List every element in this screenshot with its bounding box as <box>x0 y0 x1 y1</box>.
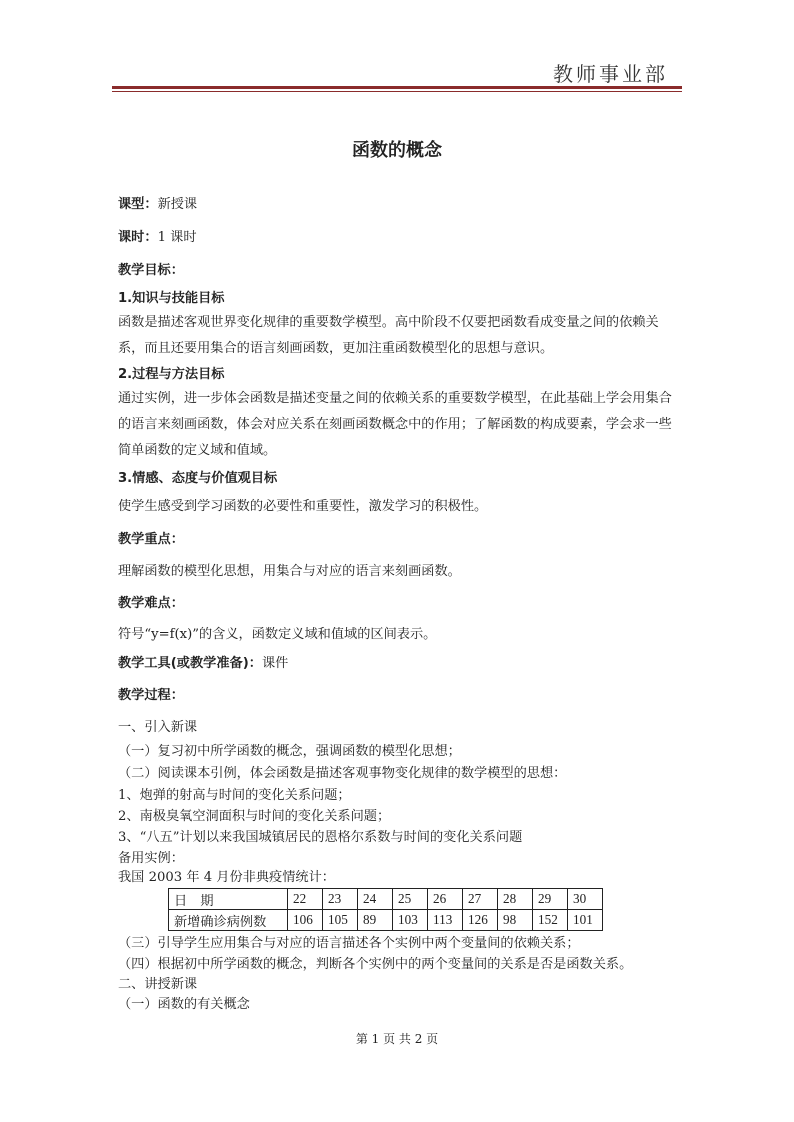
objective-2-heading: 2.过程与方法目标 <box>118 367 225 382</box>
class-hours <box>118 229 197 247</box>
difficulties-heading: 教学难点： <box>118 596 184 611</box>
table-cell: 103 <box>393 910 428 931</box>
table-cell: 152 <box>533 910 568 931</box>
header-dept: 教师事业部 <box>553 62 668 86</box>
table-row-label: 日 期 <box>169 889 288 910</box>
process-line: 3、“八五”计划以来我国城镇居民的恩格尔系数与时间的变化关系问题 <box>118 830 523 845</box>
process-line: （四）根据初中所学函数的概念，判断各个实例中的两个变量间的关系是否是函数关系。 <box>118 957 633 972</box>
table-row <box>169 889 603 910</box>
process-line: 2、南极臭氧空洞面积与时间的变化关系问题； <box>118 809 391 824</box>
table-row-label: 新增确诊病例数 <box>169 910 288 931</box>
table-cell: 22 <box>288 889 323 910</box>
table-cell: 29 <box>533 889 568 910</box>
objective-3-heading: 3.情感、态度与价值观目标 <box>118 471 278 486</box>
table-cell: 105 <box>323 910 358 931</box>
table-cell: 113 <box>428 910 463 931</box>
process-line: 我国 2003 年 4 月份非典疫情统计： <box>118 870 335 885</box>
process-line: 一、引入新课 <box>118 720 198 735</box>
class-hours-label: 课时： <box>118 230 158 245</box>
course-type-value: 新授课 <box>157 197 198 212</box>
document-title: 函数的概念 <box>352 140 442 161</box>
objective-2-text: 通过实例，进一步体会函数是描述变量之间的依赖关系的重要数学模型，在此基础上学会用集合的语言来刻画函数，体会对应关系在刻画函数概念中的作用；了解函数的构成要素，学会求一些简单函数的定义域和值域。 <box>118 391 672 458</box>
table-cell: 24 <box>358 889 393 910</box>
objective-1-text: 函数是描述客观世界变化规律的重要数学模型。高中阶段不仅要把函数看成变量之间的依赖关系，而且还要用集合的语言刻画函数，更加注重函数模型化的思想与意识。 <box>118 315 659 356</box>
process-line: （一）复习初中所学函数的概念，强调函数的模型化思想； <box>118 744 461 759</box>
process-line: 二、讲授新课 <box>118 977 198 992</box>
process-line: 备用实例： <box>118 851 184 866</box>
sars-stats-table <box>168 888 603 931</box>
table-cell: 98 <box>498 910 533 931</box>
table-cell: 126 <box>463 910 498 931</box>
page-number: 第 1 页 共 2 页 <box>355 1032 439 1046</box>
process-line: （二）阅读课本引例，体会函数是描述客观事物变化规律的数学模型的思想： <box>118 766 567 781</box>
difficulties-text: 符号“y=f(x)”的含义，函数定义域和值域的区间表示。 <box>118 627 437 642</box>
course-type <box>118 196 197 214</box>
process-line: 1、炮弹的射高与时间的变化关系问题； <box>118 788 351 803</box>
header-rule-thin <box>112 91 682 92</box>
table-cell: 30 <box>568 889 603 910</box>
table-cell: 26 <box>428 889 463 910</box>
header-rule-thick <box>112 86 682 89</box>
table-cell: 89 <box>358 910 393 931</box>
teaching-tools-value: 课件 <box>261 656 289 671</box>
table-cell: 106 <box>288 910 323 931</box>
table-cell: 101 <box>568 910 603 931</box>
key-points-text: 理解函数的模型化思想，用集合与对应的语言来刻画函数。 <box>118 564 461 579</box>
process-line: （三）引导学生应用集合与对应的语言描述各个实例中两个变量间的依赖关系； <box>118 936 580 951</box>
objectives-heading: 教学目标： <box>118 263 184 278</box>
process-line: （一）函数的有关概念 <box>118 997 250 1012</box>
teaching-tools <box>118 655 288 673</box>
table-cell: 23 <box>323 889 358 910</box>
table-cell: 25 <box>393 889 428 910</box>
process-heading: 教学过程： <box>118 688 184 703</box>
key-points-heading: 教学重点： <box>118 532 184 547</box>
table-cell: 27 <box>463 889 498 910</box>
objective-3-text: 使学生感受到学习函数的必要性和重要性，激发学习的积极性。 <box>118 499 488 514</box>
teaching-tools-label: 教学工具(或教学准备)： <box>118 656 262 671</box>
table-cell: 28 <box>498 889 533 910</box>
class-hours-value: 1 课时 <box>157 230 197 245</box>
course-type-label: 课型： <box>118 197 158 212</box>
objective-1-heading: 1.知识与技能目标 <box>118 291 225 306</box>
table-row <box>169 910 603 931</box>
